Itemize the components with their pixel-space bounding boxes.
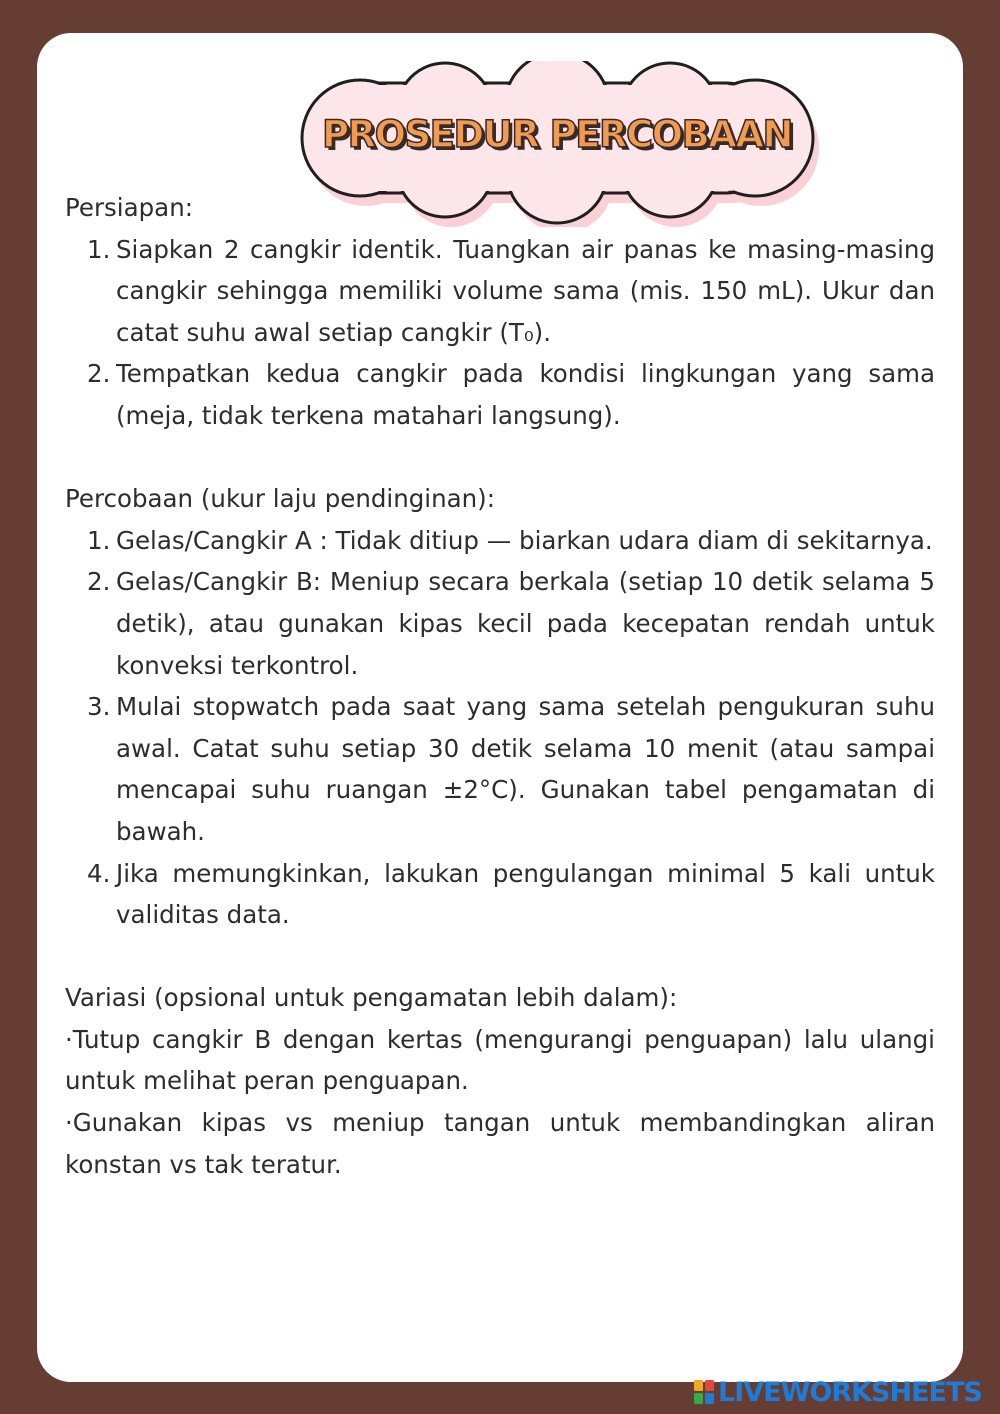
- variation-bullet: ·Tutup cangkir B dengan kertas (mengurangi penguapan) lalu ulangi untuk melihat peran penguapan.: [65, 1024, 935, 1096]
- list-text: Siapkan 2 cangkir identik. Tuangkan air panas ke masing-masing cangkir sehingga memiliki volume sama (mis. 150 mL). Ukur dan catat suhu awal setiap cangkir (T₀).: [116, 234, 935, 347]
- preparation-list: [65, 229, 935, 437]
- experiment-list: [65, 520, 935, 936]
- list-number: 3.: [87, 692, 111, 722]
- list-number: 1.: [87, 234, 111, 264]
- list-number: 2.: [87, 567, 111, 597]
- list-number: 2.: [87, 359, 111, 389]
- liveworksheets-footer[interactable]: [694, 1376, 982, 1408]
- list-text: Tempatkan kedua cangkir pada kondisi lingkungan yang sama (meja, tidak terkena matahari langsung).: [116, 359, 935, 430]
- variation-heading: Variasi (opsional untuk pengamatan lebih dalam):: [65, 983, 678, 1013]
- list-item: [65, 686, 935, 852]
- list-item: [65, 229, 935, 354]
- spacer: [65, 936, 935, 978]
- list-number: 1.: [87, 525, 111, 555]
- spacer: [65, 437, 935, 479]
- list-text: Mulai stopwatch pada saat yang sama setelah pengukuran suhu awal. Catat suhu setiap 30 detik selama 10 menit (atau sampai mencapai suhu ruangan ±2°C). Gunakan tabel pengamatan di bawah.: [116, 692, 935, 846]
- list-item: [65, 520, 935, 562]
- list-item: [65, 561, 935, 686]
- preparation-heading: Persiapan:: [65, 193, 193, 222]
- list-number: 4.: [87, 858, 111, 888]
- list-item: [65, 853, 935, 936]
- list-text: Jika memungkinkan, lakukan pengulangan minimal 5 kali untuk validitas data.: [116, 858, 935, 930]
- experiment-heading: Percobaan (ukur laju pendinginan):: [65, 484, 495, 514]
- list-text: Gelas/Cangkir B: Meniup secara berkala (setiap 10 detik selama 5 detik), atau gunakan kipas kecil pada kecepatan rendah untuk konveksi terkontrol.: [116, 567, 935, 680]
- list-item: [65, 353, 935, 436]
- variation-bullet: ·Gunakan kipas vs meniup tangan untuk membandingkan aliran konstan vs tak teratur.: [65, 1108, 935, 1179]
- procedure-content: [65, 187, 935, 1185]
- liveworksheets-brand-text: LIVEWORKSHEETS: [718, 1376, 982, 1408]
- page-title: PROSEDUR PERCOBAAN: [321, 113, 793, 156]
- list-text: Gelas/Cangkir A : Tidak ditiup — biarkan udara diam di sekitarnya.: [116, 525, 933, 555]
- liveworksheets-logo-icon: [694, 1380, 714, 1404]
